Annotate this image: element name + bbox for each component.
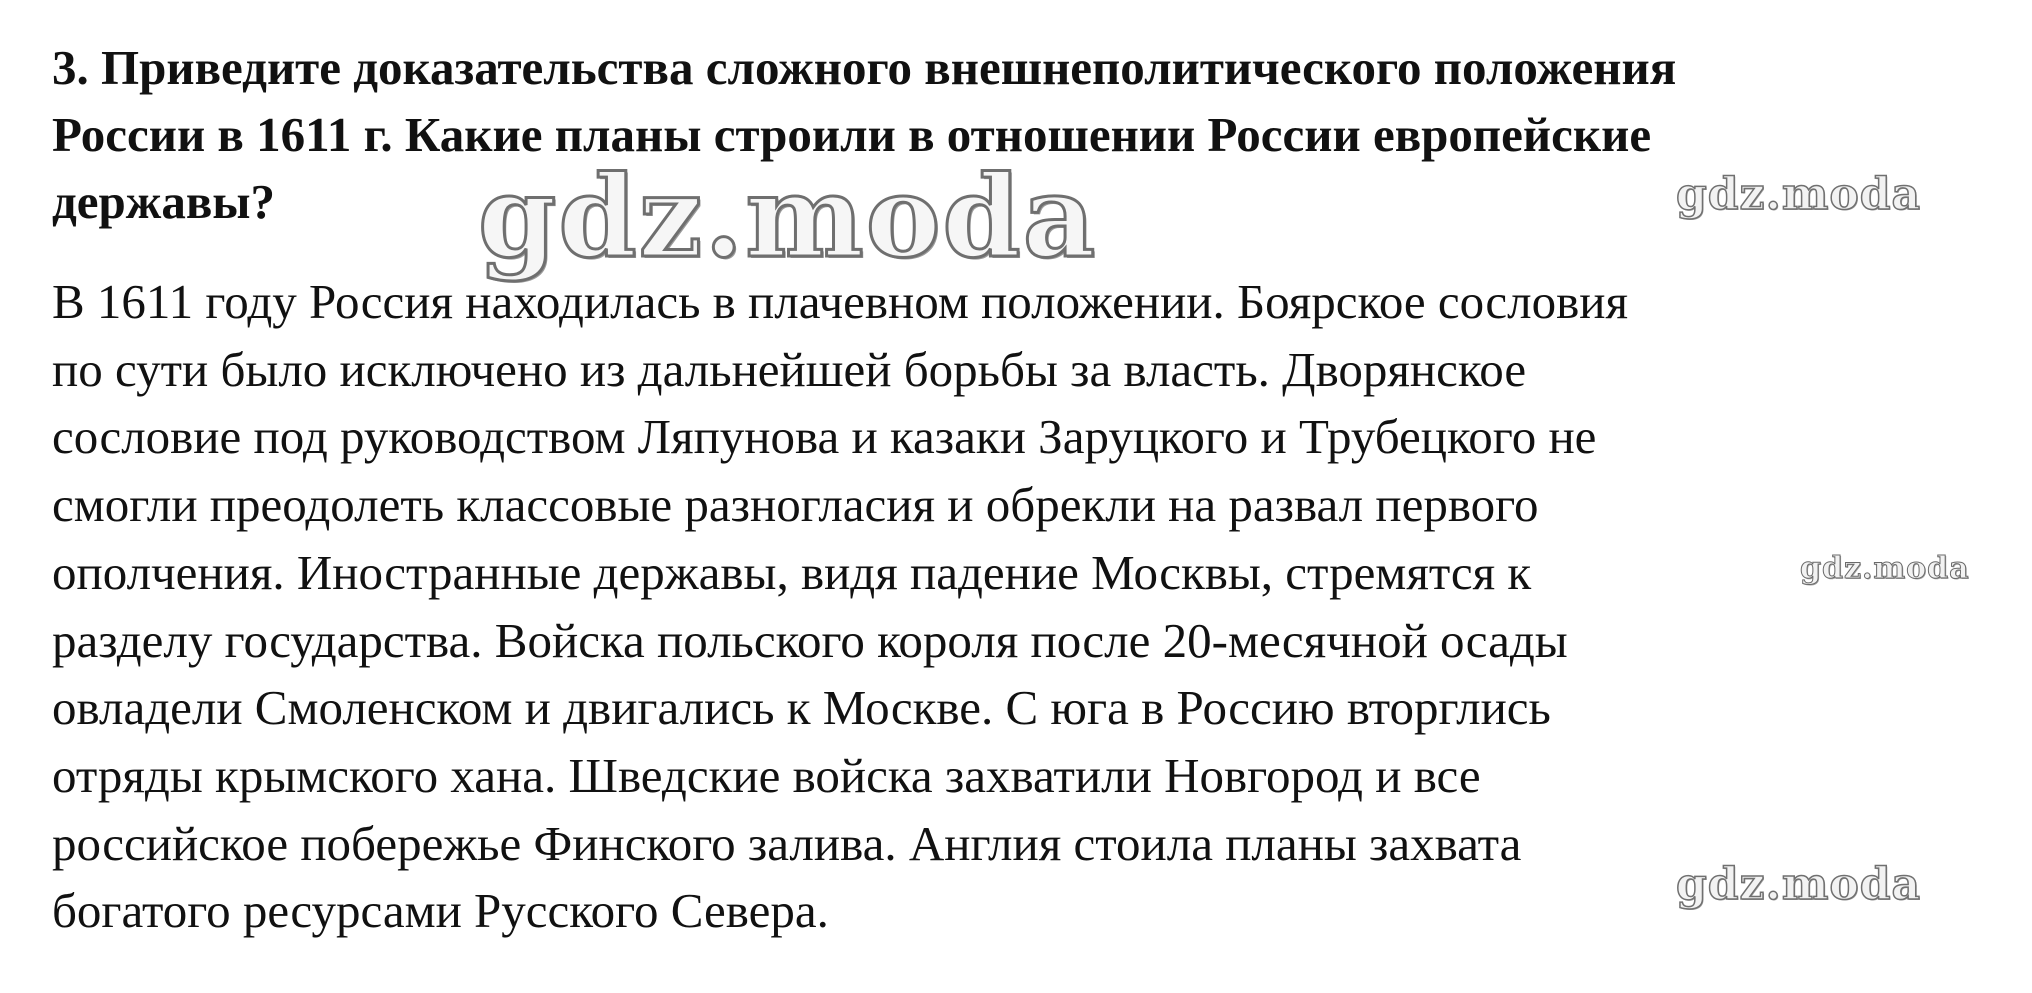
- answer-line: сословие под руководством Ляпунова и казаки Заруцкого и Трубецкого не: [52, 409, 1597, 465]
- answer-paragraph: [52, 268, 2012, 945]
- answer-line: богатого ресурсами Русского Севера.: [52, 883, 829, 939]
- answer-line: ополчения. Иностранные державы, видя падение Москвы, стремятся к: [52, 544, 1532, 600]
- watermark-bottom-right: gdz.moda: [1676, 859, 1922, 910]
- answer-line: российское побережье Финского залива. Англия стоила планы захвата: [52, 815, 1522, 871]
- question-heading: [52, 34, 2012, 235]
- question-line: России в 1611 г. Какие планы строили в отношении России европейские: [52, 107, 1652, 162]
- answer-line: В 1611 году Россия находилась в плачевном положении. Боярское сословия: [52, 274, 1628, 329]
- watermark-middle-right: gdz.moda: [1800, 551, 1970, 586]
- question-line: державы?: [52, 174, 276, 229]
- answer-line: по сути было исключено из дальнейшей борьбы за власть. Дворянское: [52, 341, 1527, 397]
- question-line: 3. Приведите доказательства сложного внешнеполитического положения: [52, 40, 1677, 95]
- watermark-large: gdz.moda: [478, 152, 1098, 283]
- answer-line: овладели Смоленском и двигались к Москве. С юга в Россию вторглись: [52, 680, 1551, 736]
- watermark-top-right: gdz.moda: [1676, 169, 1922, 220]
- answer-line: разделу государства. Войска польского короля после 20-месячной осады: [52, 612, 1568, 668]
- answer-line: смогли преодолеть классовые разногласия и обрекли на развал первого: [52, 477, 1539, 533]
- answer-line: отряды крымского хана. Шведские войска захватили Новгород и все: [52, 747, 1481, 803]
